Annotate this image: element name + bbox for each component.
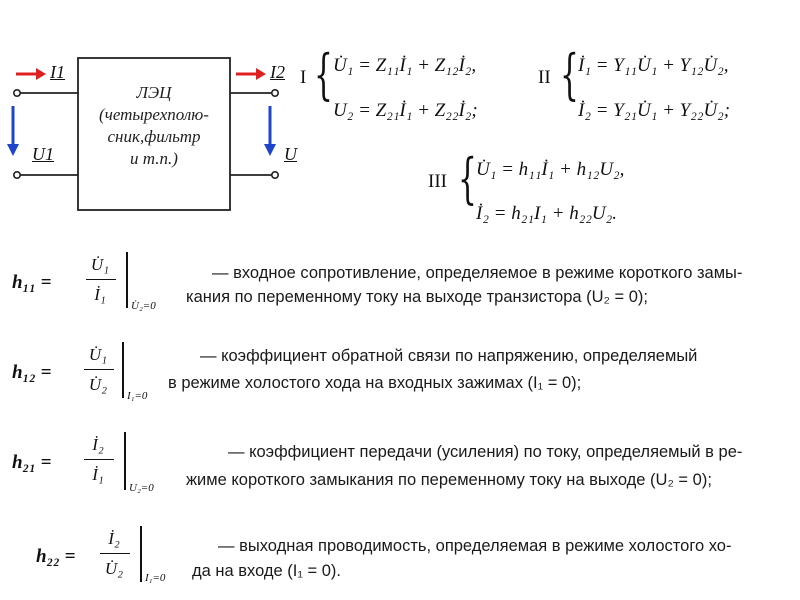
h-equation-1: U̇₁ = h₁₁İ₁ + h₁₂U₂, bbox=[476, 159, 625, 180]
param-name: h₁₁ = bbox=[12, 272, 52, 293]
box-label-line: и т.п.) bbox=[130, 149, 178, 168]
param-h21 bbox=[0, 428, 800, 508]
param-name: h₁₂ = bbox=[12, 362, 52, 383]
fraction-line bbox=[84, 369, 114, 370]
param-denominator: İ₁ bbox=[92, 465, 104, 484]
param-h22 bbox=[0, 520, 800, 598]
param-condition: U̇₂=0 bbox=[131, 300, 156, 312]
param-numerator: U̇₁ bbox=[90, 255, 110, 274]
h-system-label: III bbox=[428, 171, 447, 192]
output-terminal-bottom bbox=[272, 172, 278, 178]
param-denominator: İ₁ bbox=[94, 285, 106, 304]
evaluation-bar bbox=[126, 252, 128, 308]
y-equation-2: İ₂ = Y₂₁U̇₁ + Y₂₂U̇₂; bbox=[578, 100, 731, 121]
box-label-line: ЛЭЦ bbox=[136, 83, 172, 102]
param-name: h₂₁ = bbox=[12, 452, 52, 473]
param-description-line: — коэффициент передачи (усиления) по току, определяемый в ре- bbox=[228, 443, 743, 461]
param-h11 bbox=[0, 248, 800, 328]
output-terminal-top bbox=[272, 90, 278, 96]
y-system-brace: { bbox=[560, 43, 579, 106]
box-label-line: (четырехполю- bbox=[99, 105, 209, 124]
fraction-line bbox=[84, 459, 114, 460]
output-current-label: I2 bbox=[270, 62, 285, 82]
network-box-label bbox=[80, 82, 228, 170]
input-terminal-bottom bbox=[14, 172, 20, 178]
param-denominator: U̇₂ bbox=[88, 375, 108, 394]
input-voltage-arrow bbox=[7, 106, 19, 156]
evaluation-bar bbox=[124, 432, 126, 490]
y-system-label: II bbox=[538, 67, 551, 88]
param-description-line: да на входе (I₁ = 0). bbox=[192, 562, 341, 580]
z-equation-1: U̇₁ = Z₁₁İ₁ + Z₁₂İ₂, bbox=[333, 55, 477, 76]
param-description-line: жиме короткого замыкания по переменному току на выходе (U₂ = 0); bbox=[186, 471, 712, 489]
z-equation-2: U₂ = Z₂₁İ₁ + Z₂₂İ₂; bbox=[333, 100, 478, 121]
param-name: h₂₂ = bbox=[36, 546, 76, 567]
input-voltage-label: U1 bbox=[32, 144, 54, 164]
param-h12 bbox=[0, 338, 800, 418]
param-denominator: U̇₂ bbox=[104, 559, 124, 578]
param-description-line: — выходная проводимость, определяемая в режиме холостого хо- bbox=[218, 537, 732, 555]
evaluation-bar bbox=[140, 526, 142, 582]
param-description-line: кания по переменному току на выходе транзистора (U₂ = 0); bbox=[186, 288, 649, 306]
y-equation-1: İ₁ = Y₁₁U̇₁ + Y₁₂U̇₂, bbox=[578, 55, 729, 76]
param-numerator: U̇₁ bbox=[88, 345, 108, 364]
box-label-line: сник,фильтр bbox=[107, 127, 201, 146]
output-voltage-arrow bbox=[264, 106, 276, 156]
evaluation-bar bbox=[122, 342, 124, 398]
output-current-arrow bbox=[236, 68, 266, 80]
input-terminal-top bbox=[14, 90, 20, 96]
output-voltage-label: U bbox=[284, 144, 297, 164]
h-equation-2: İ₂ = h₂₁I₁ + h₂₂U₂. bbox=[476, 203, 618, 224]
param-numerator: İ₂ bbox=[92, 435, 104, 454]
fraction-line bbox=[100, 553, 130, 554]
param-condition: I₁=0 bbox=[127, 390, 148, 402]
z-system-brace: { bbox=[314, 43, 333, 106]
param-condition: I₁=0 bbox=[145, 572, 166, 584]
h-system-brace: { bbox=[458, 147, 477, 210]
param-description-line: — входное сопротивление, определяемое в режиме короткого замы- bbox=[212, 264, 743, 282]
param-description-line: в режиме холостого хода на входных зажимах (I₁ = 0); bbox=[168, 374, 582, 392]
input-current-label: I1 bbox=[50, 62, 65, 82]
input-current-arrow bbox=[16, 68, 46, 80]
z-system-label: I bbox=[300, 67, 307, 88]
fraction-line bbox=[86, 279, 116, 280]
param-description-line: — коэффициент обратной связи по напряжению, определяемый bbox=[200, 347, 698, 365]
param-numerator: İ₂ bbox=[108, 529, 120, 548]
param-condition: U₂=0 bbox=[129, 482, 154, 494]
